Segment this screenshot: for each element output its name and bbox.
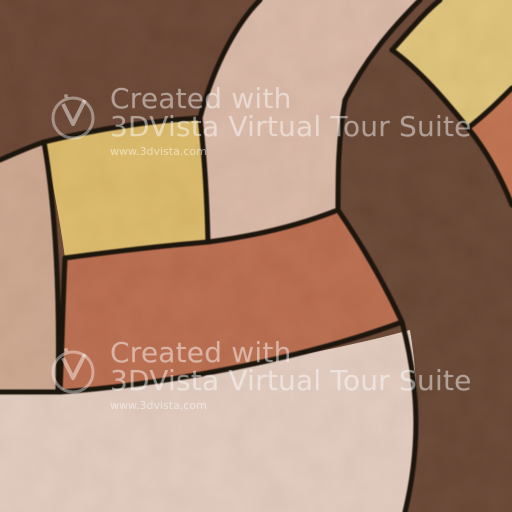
watermark-line2: 3DVista Virtual Tour Suite (110, 364, 472, 397)
watermark-url: www.3dvista.com (110, 145, 207, 158)
watermark-line1: Created with (110, 336, 292, 369)
watermark-line1: Created with (110, 82, 292, 115)
watermark-url: www.3dvista.com (110, 399, 207, 412)
watermark-line2: 3DVista Virtual Tour Suite (110, 110, 472, 143)
